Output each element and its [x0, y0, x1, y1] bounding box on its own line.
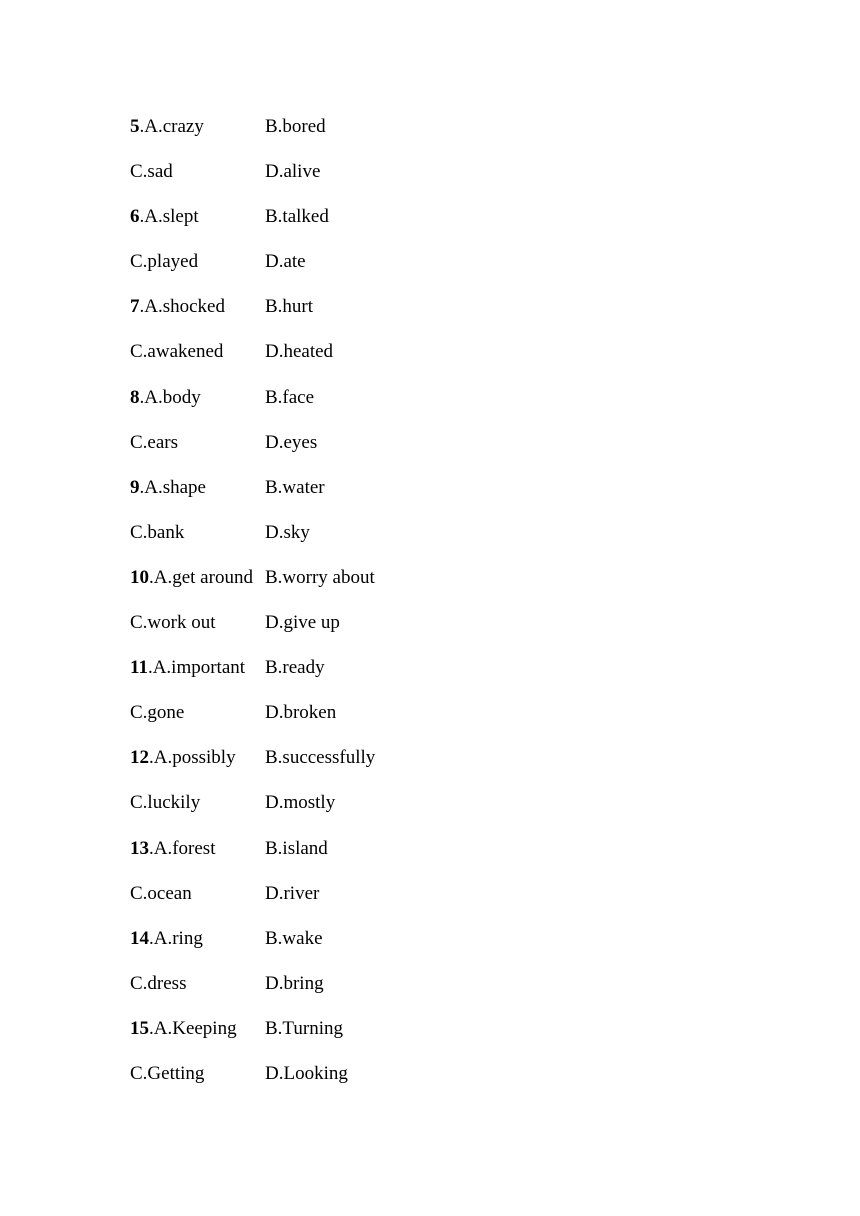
question-number: 15: [130, 1017, 149, 1039]
question-number: 6: [130, 206, 140, 228]
option-d: D.sky: [265, 521, 310, 543]
option-d: D.alive: [265, 161, 321, 183]
option-a: .A.get around: [149, 566, 253, 588]
question-12-row-ab: [130, 744, 730, 789]
question-11-left-cell: [130, 654, 265, 682]
question-12-row-cd: [130, 789, 730, 834]
question-list: [130, 113, 730, 1105]
question-11-row-cd: [130, 699, 730, 744]
option-c: C.ears: [130, 431, 179, 453]
question-6-left-cell: [130, 203, 265, 231]
question-number: 10: [130, 566, 149, 588]
option-a: .A.body: [139, 386, 201, 408]
option-c: C.sad: [130, 161, 173, 183]
option-a: .A.Keeping: [149, 1017, 237, 1039]
option-d: D.ate: [265, 251, 306, 273]
option-b: B.wake: [265, 927, 323, 949]
question-5-row-ab: [130, 113, 730, 158]
option-b: B.island: [265, 837, 328, 859]
question-10-left-cell: [130, 564, 265, 592]
option-d: D.heated: [265, 341, 334, 363]
option-c: C.gone: [130, 702, 185, 724]
option-a: .A.forest: [149, 837, 216, 859]
question-10-row-cd: [130, 609, 730, 654]
question-14-row-ab: [130, 925, 730, 970]
option-c: C.bank: [130, 521, 185, 543]
question-6-row-ab: [130, 203, 730, 248]
question-13-row-ab: [130, 835, 730, 880]
option-d: D.Looking: [265, 1062, 348, 1084]
question-8-row-cd: [130, 429, 730, 474]
option-a: .A.important: [147, 657, 246, 679]
question-number: 7: [130, 296, 140, 318]
question-number: 14: [130, 927, 149, 949]
option-b: B.bored: [265, 116, 326, 137]
question-5-row-cd: [130, 158, 730, 203]
option-d: D.bring: [265, 972, 324, 994]
option-c: C.played: [130, 251, 199, 273]
question-8-left-cell: [130, 384, 265, 412]
question-7-row-ab: [130, 293, 730, 338]
option-d: D.mostly: [265, 792, 336, 814]
question-15-row-cd: [130, 1060, 730, 1105]
question-11-row-ab: [130, 654, 730, 699]
option-a: .A.shape: [139, 476, 206, 498]
option-a: .A.possibly: [149, 747, 236, 769]
question-14-left-cell: [130, 925, 265, 953]
option-b: B.face: [265, 386, 315, 408]
question-number: 8: [130, 386, 140, 408]
question-7-row-cd: [130, 338, 730, 383]
question-14-row-cd: [130, 970, 730, 1015]
option-d: D.eyes: [265, 431, 318, 453]
option-b: B.worry about: [265, 566, 375, 588]
option-a: .A.crazy: [139, 116, 204, 137]
option-b: B.successfully: [265, 747, 376, 769]
question-number: 11: [130, 657, 148, 679]
question-13-left-cell: [130, 835, 265, 863]
option-c: C.work out: [130, 612, 216, 634]
question-12-left-cell: [130, 744, 265, 772]
option-b: B.Turning: [265, 1017, 343, 1039]
option-d: D.broken: [265, 702, 337, 724]
question-9-row-ab: [130, 474, 730, 519]
option-b: B.ready: [265, 657, 325, 679]
question-number: 12: [130, 747, 149, 769]
question-5-left-cell: [130, 113, 265, 141]
option-c: C.luckily: [130, 792, 201, 814]
option-c: C.dress: [130, 972, 187, 994]
option-b: B.talked: [265, 206, 329, 228]
question-number: 13: [130, 837, 149, 859]
question-6-row-cd: [130, 248, 730, 293]
question-number: 9: [130, 476, 140, 498]
option-c: C.ocean: [130, 882, 192, 904]
question-9-row-cd: [130, 519, 730, 564]
option-b: B.hurt: [265, 296, 314, 318]
question-15-left-cell: [130, 1015, 265, 1043]
question-13-row-cd: [130, 880, 730, 925]
question-number: 5: [130, 116, 140, 137]
option-a: .A.slept: [139, 206, 199, 228]
option-a: .A.ring: [149, 927, 203, 949]
option-b: B.water: [265, 476, 325, 498]
question-8-row-ab: [130, 384, 730, 429]
question-9-left-cell: [130, 474, 265, 502]
option-c: C.awakened: [130, 341, 224, 363]
option-a: .A.shocked: [139, 296, 225, 318]
question-15-row-ab: [130, 1015, 730, 1060]
option-c: C.Getting: [130, 1062, 205, 1084]
option-d: D.give up: [265, 612, 340, 634]
question-10-row-ab: [130, 564, 730, 609]
option-d: D.river: [265, 882, 320, 904]
question-7-left-cell: [130, 293, 265, 321]
